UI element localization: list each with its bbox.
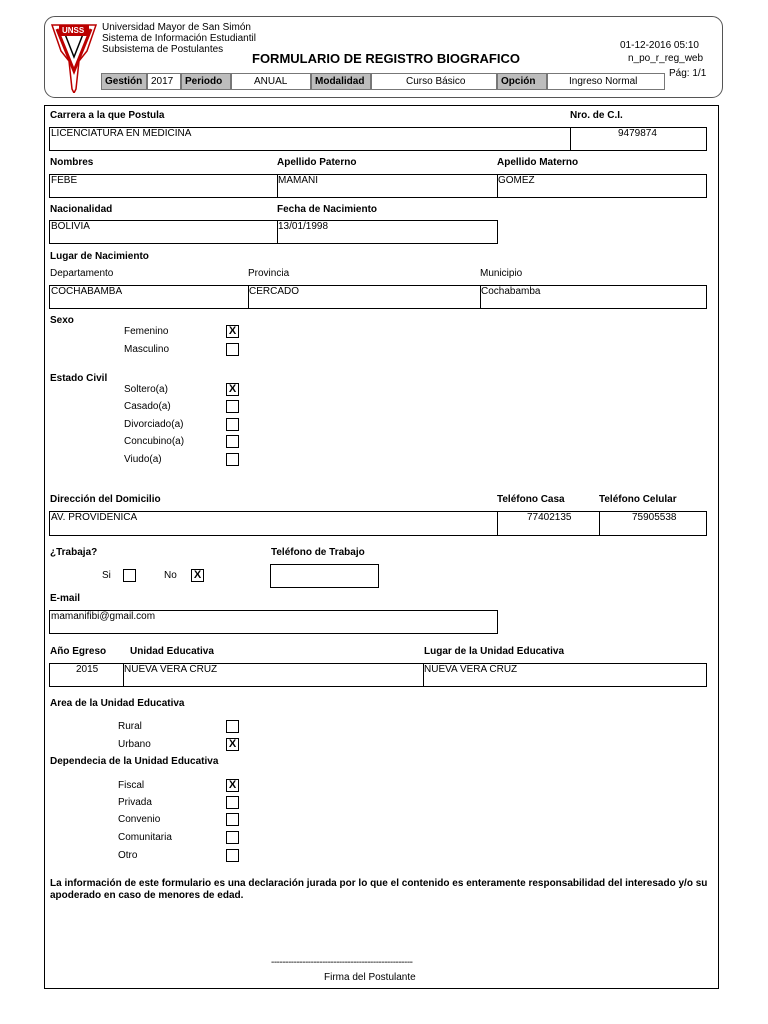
carrera-row xyxy=(49,127,707,151)
institution-line-2: Sistema de Información Estudiantil xyxy=(102,33,256,44)
carrera-value: LICENCIATURA EN MEDICINA xyxy=(51,128,192,139)
unidad-educativa-label: Unidad Educativa xyxy=(130,646,214,657)
ci-value: 9479874 xyxy=(618,128,657,139)
area-urbano-checkbox[interactable]: X xyxy=(226,738,239,751)
telefono-casa-value: 77402135 xyxy=(527,512,572,523)
civil-divorciado-checkbox[interactable] xyxy=(226,418,239,431)
lugar-unidad-label: Lugar de la Unidad Educativa xyxy=(424,646,565,657)
dependencia-option-otro: Otro xyxy=(118,850,138,861)
trabaja-si-checkbox[interactable] xyxy=(123,569,136,582)
lugar-unidad-value: NUEVA VERA CRUZ xyxy=(424,664,518,675)
nombres-label: Nombres xyxy=(50,157,94,168)
institution-line-1: Universidad Mayor de San Simón xyxy=(102,22,251,33)
direccion-row xyxy=(49,511,707,536)
firma-label: Firma del Postulante xyxy=(324,972,416,983)
periodo-value: ANUAL xyxy=(231,73,311,90)
trabaja-si-label: Si xyxy=(102,570,111,581)
telefono-casa-label: Teléfono Casa xyxy=(497,494,565,505)
trabaja-label: ¿Trabaja? xyxy=(50,547,98,558)
dependencia-option-privada: Privada xyxy=(118,797,152,808)
dependencia-fiscal-checkbox[interactable]: X xyxy=(226,779,239,792)
unidad-educativa-value: NUEVA VERA CRUZ xyxy=(124,664,218,675)
civil-option-soltero: Soltero(a) xyxy=(124,384,168,395)
sexo-femenino-checkbox[interactable]: X xyxy=(226,325,239,338)
gestion-value: 2017 xyxy=(147,73,181,90)
paterno-value: MAMANI xyxy=(278,175,318,186)
divider xyxy=(599,512,600,535)
unidad-row xyxy=(49,663,707,687)
nacionalidad-row xyxy=(49,220,498,244)
periodo-label: Periodo xyxy=(181,73,231,90)
dependencia-otro-checkbox[interactable] xyxy=(226,849,239,862)
area-unidad-label: Area de la Unidad Educativa xyxy=(50,698,185,709)
civil-soltero-checkbox[interactable]: X xyxy=(226,383,239,396)
dependencia-option-convenio: Convenio xyxy=(118,814,161,825)
paterno-label: Apellido Paterno xyxy=(277,157,357,168)
report-datetime: 01-12-2016 05:10 xyxy=(620,40,699,51)
civil-option-casado: Casado(a) xyxy=(124,401,171,412)
page-number: Pág: 1/1 xyxy=(669,68,707,79)
municipio-value: Cochabamba xyxy=(481,286,541,297)
email-label: E-mail xyxy=(50,593,81,604)
sexo-masculino-checkbox[interactable] xyxy=(226,343,239,356)
anio-egreso-value: 2015 xyxy=(76,664,99,675)
nacionalidad-value: BOLIVIA xyxy=(51,221,90,232)
provincia-value: CERCADO xyxy=(249,286,300,297)
direccion-value: AV. PROVIDENICA xyxy=(51,512,138,523)
civil-option-divorciado: Divorciado(a) xyxy=(124,419,184,430)
telefono-trabajo-field[interactable] xyxy=(270,564,379,588)
civil-concubino-checkbox[interactable] xyxy=(226,435,239,448)
firma-line: -------------------------------------------------- xyxy=(271,957,413,968)
sexo-option-femenino: Femenino xyxy=(124,326,169,337)
divider xyxy=(497,512,498,535)
gestion-label: Gestión xyxy=(101,73,147,90)
municipio-label: Municipio xyxy=(480,268,523,279)
logo-text: UNSS xyxy=(62,26,85,35)
departamento-value: COCHABAMBA xyxy=(51,286,123,297)
dependencia-comunitaria-checkbox[interactable] xyxy=(226,831,239,844)
estado-civil-label: Estado Civil xyxy=(50,373,108,384)
departamento-label: Departamento xyxy=(50,268,114,279)
materno-label: Apellido Materno xyxy=(497,157,579,168)
lugar-nacimiento-row xyxy=(49,285,707,309)
civil-option-viudo: Viudo(a) xyxy=(124,454,162,465)
modalidad-label: Modalidad xyxy=(311,73,371,90)
nacionalidad-label: Nacionalidad xyxy=(50,204,113,215)
opcion-label: Opción xyxy=(497,73,547,90)
opcion-value: Ingreso Normal xyxy=(547,73,665,90)
modalidad-value: Curso Básico xyxy=(371,73,497,90)
dependencia-privada-checkbox[interactable] xyxy=(226,796,239,809)
fecha-nacimiento-value: 13/01/1998 xyxy=(278,221,329,232)
area-rural-checkbox[interactable] xyxy=(226,720,239,733)
trabaja-no-checkbox[interactable]: X xyxy=(191,569,204,582)
civil-casado-checkbox[interactable] xyxy=(226,400,239,413)
ci-label: Nro. de C.I. xyxy=(570,110,623,121)
civil-viudo-checkbox[interactable] xyxy=(226,453,239,466)
materno-value: GOMEZ xyxy=(498,175,535,186)
provincia-label: Provincia xyxy=(248,268,290,279)
dependencia-label: Dependecia de la Unidad Educativa xyxy=(50,756,219,767)
sexo-option-masculino: Masculino xyxy=(124,344,170,355)
dependencia-convenio-checkbox[interactable] xyxy=(226,813,239,826)
trabaja-no-label: No xyxy=(164,570,177,581)
area-option-rural: Rural xyxy=(118,721,142,732)
fecha-nacimiento-label: Fecha de Nacimiento xyxy=(277,204,378,215)
carrera-label: Carrera a la que Postula xyxy=(50,110,165,121)
report-code: n_po_r_reg_web xyxy=(628,53,704,64)
declaracion-text: La información de este formulario es una declaración jurada por lo que el contenido es enteramente responsabilidad del interesado y/o su apoderado en caso de menores de edad. xyxy=(50,878,708,901)
nombres-row xyxy=(49,174,707,198)
civil-option-concubino: Concubino(a) xyxy=(124,436,185,447)
divider xyxy=(570,128,571,150)
lugar-nacimiento-label: Lugar de Nacimiento xyxy=(50,251,149,262)
telefono-trabajo-label: Teléfono de Trabajo xyxy=(271,547,365,558)
nombres-value: FEBE xyxy=(51,175,78,186)
area-option-urbano: Urbano xyxy=(118,739,151,750)
sexo-label: Sexo xyxy=(50,315,74,326)
direccion-label: Dirección del Domicilio xyxy=(50,494,161,505)
dependencia-option-comunitaria: Comunitaria xyxy=(118,832,172,843)
email-field[interactable] xyxy=(49,610,498,634)
institution-line-3: Subsistema de Postulantes xyxy=(102,44,224,55)
anio-egreso-label: Año Egreso xyxy=(50,646,107,657)
telefono-celular-value: 75905538 xyxy=(632,512,677,523)
email-value: mamanifibi@gmail.com xyxy=(51,611,156,622)
telefono-celular-label: Teléfono Celular xyxy=(599,494,677,505)
form-title: FORMULARIO DE REGISTRO BIOGRAFICO xyxy=(252,51,520,66)
dependencia-option-fiscal: Fiscal xyxy=(118,780,145,791)
university-logo xyxy=(49,21,99,93)
